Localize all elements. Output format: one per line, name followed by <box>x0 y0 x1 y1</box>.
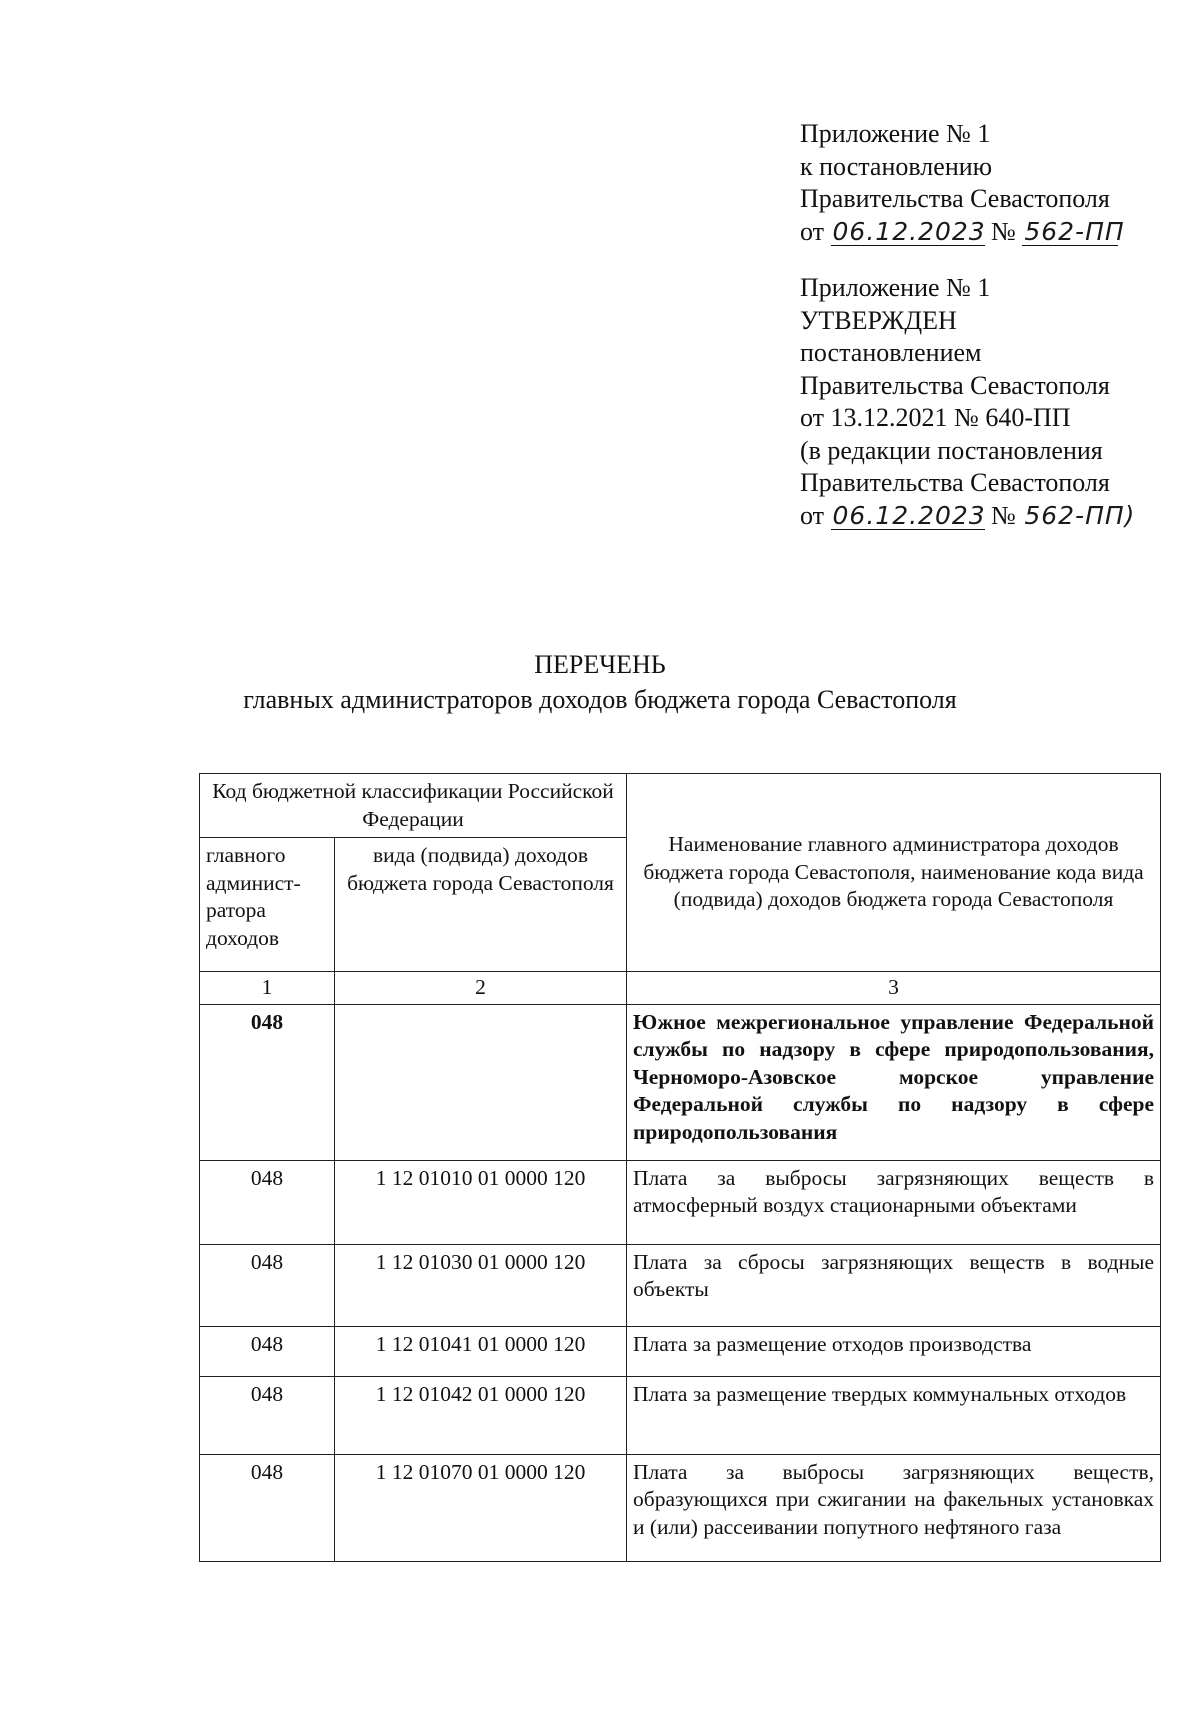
column-number: 3 <box>627 972 1161 1005</box>
approval-appendix-number: Приложение № 1 <box>800 273 991 302</box>
handwritten-date: 06.12.2023 <box>832 500 986 530</box>
handwritten-date: 06.12.2023 <box>832 216 986 246</box>
header-income-type: вида (подвида) доходов бюджета города Севастополя <box>335 838 627 972</box>
admin-code-cell: 048 <box>200 1004 335 1160</box>
appendix-date-line: от 06.12.2023 № 562-ПП <box>800 216 1125 246</box>
approval-revision-issuer: Правительства Севастополя <box>800 468 1110 497</box>
approval-original-decree: от 13.12.2021 № 640-ПП <box>800 403 1071 432</box>
appendix-issuer: Правительства Севастополя <box>800 184 1110 213</box>
admin-code-cell: 048 <box>200 1376 335 1454</box>
revenue-administrators-table <box>199 773 1161 1562</box>
approval-date-line: от 06.12.2023 № 562-ПП) <box>800 500 1136 530</box>
approval-revision: (в редакции постановления <box>800 435 1103 465</box>
kbk-cell: 1 12 01030 01 0000 120 <box>335 1244 627 1326</box>
appendix-number: Приложение № 1 <box>800 119 991 148</box>
appendix-ref: к постановлению <box>800 151 993 181</box>
header-administrator-name: Наименование главного администратора доходов бюджета города Севастополя, наименование кода вида (подвида) доходов бюджета города Севастополя <box>627 774 1161 972</box>
admin-code-cell: 048 <box>200 1160 335 1244</box>
income-name-cell: Плата за размещение твердых коммунальных отходов <box>627 1376 1161 1454</box>
appendix-header <box>800 118 1180 532</box>
kbk-cell: 1 12 01042 01 0000 120 <box>335 1376 627 1454</box>
approval-issuer: Правительства Севастополя <box>800 370 1110 400</box>
header-budget-classification: Код бюджетной классификации Российской Федерации <box>200 774 627 838</box>
handwritten-number: 562-ПП <box>1024 216 1125 246</box>
admin-code-cell: 048 <box>200 1244 335 1326</box>
table-row <box>200 1326 1161 1376</box>
kbk-cell: 1 12 01041 01 0000 120 <box>335 1326 627 1376</box>
admin-code-cell: 048 <box>200 1326 335 1376</box>
income-name-cell: Плата за выбросы загрязняющих веществ, образующихся при сжигании на факельных установках и (или) рассеивании попутного нефтяного газа <box>627 1454 1161 1561</box>
admin-code-cell: 048 <box>200 1454 335 1561</box>
approval-label: УТВЕРЖДЕН <box>800 305 957 335</box>
document-title: ПЕРЕЧЕНЬ <box>534 650 666 679</box>
table-row <box>200 1244 1161 1326</box>
kbk-cell: 1 12 01070 01 0000 120 <box>335 1454 627 1561</box>
table-row <box>200 1160 1161 1244</box>
table-row <box>200 1454 1161 1561</box>
income-name-cell: Плата за выбросы загрязняющих веществ в атмосферный воздух стационарными объектами <box>627 1160 1161 1244</box>
header-admin-code: главного админист-ратора доходов <box>200 838 335 972</box>
column-number: 2 <box>335 972 627 1005</box>
income-name-cell: Плата за размещение отходов производства <box>627 1326 1161 1376</box>
column-number-row <box>200 972 1161 1005</box>
kbk-cell: 1 12 01010 01 0000 120 <box>335 1160 627 1244</box>
approval-by: постановлением <box>800 338 982 367</box>
document-subtitle: главных администраторов доходов бюджета города Севастополя <box>243 685 957 714</box>
table-row-administrator <box>200 1004 1161 1160</box>
table-row <box>200 1376 1161 1454</box>
kbk-cell <box>335 1004 627 1160</box>
table-header-row <box>200 774 1161 838</box>
admin-name-cell: Южное межрегиональное управление Федеральной службы по надзору в сфере природопользования, Черноморо-Азовское морское управление Федеральной службы по надзору в сфере природопользования <box>627 1004 1161 1160</box>
column-number: 1 <box>200 972 335 1005</box>
income-name-cell: Плата за сбросы загрязняющих веществ в водные объекты <box>627 1244 1161 1326</box>
handwritten-number: 562-ПП) <box>1024 500 1136 530</box>
